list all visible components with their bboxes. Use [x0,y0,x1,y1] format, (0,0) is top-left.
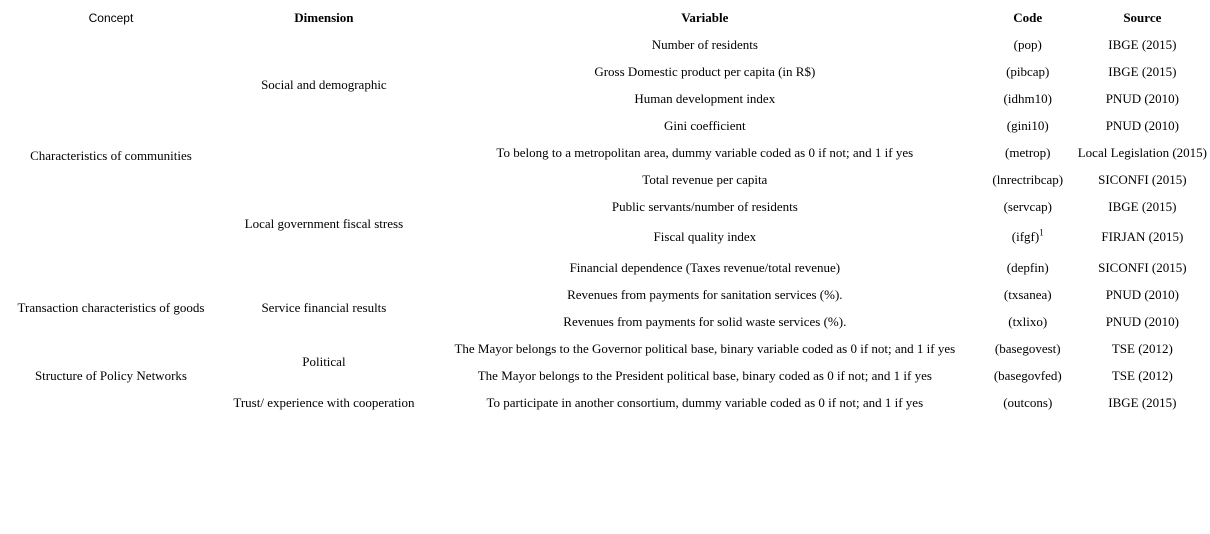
header-row [3,5,1210,31]
header-variable: Variable [681,10,729,25]
code-cell: (lnrectribcap) [992,171,1064,187]
code-cell: (gini10) [1006,117,1049,133]
source-cell: IBGE (2015) [1108,36,1177,52]
dimension-cell: Service financial results [261,300,387,315]
code-cell: (depfin) [1006,259,1049,275]
dimension-cell: Political [302,354,346,369]
footnote-marker: 1 [1039,227,1044,238]
code-text: (ifgf) [1011,229,1040,244]
code-cell: (basegovfed) [993,367,1062,383]
source-cell: PNUD (2010) [1105,90,1180,106]
variable-cell: Number of residents [651,36,758,52]
code-cell: (servcap) [1003,198,1052,214]
table-row [3,335,1210,362]
source-cell: SICONFI (2015) [1098,171,1187,187]
table-row [3,31,1210,58]
source-cell: TSE (2012) [1111,340,1173,356]
source-cell: FIRJAN (2015) [1101,229,1184,244]
source-cell: IBGE (2015) [1108,63,1177,79]
concept-cell: Structure of Policy Networks [34,367,187,383]
variable-cell: The Mayor belongs to the President political base, binary coded as 0 if not; and 1 if yes [477,367,932,383]
source-cell: PNUD (2010) [1105,286,1180,302]
code-cell: (idhm10) [1003,90,1052,106]
source-cell: Local Legislation (2015) [1077,144,1207,160]
header-source: Source [1123,10,1162,25]
code-cell: (pibcap) [1006,63,1050,79]
header-dimension: Dimension [294,10,354,25]
code-cell: (outcons) [1003,394,1053,410]
code-cell: (metrop) [1005,144,1051,160]
concept-cell: Characteristics of communities [30,148,192,163]
variable-cell: The Mayor belongs to the Governor political base, binary variable coded as 0 if not; and 1 if yes [454,340,956,356]
variable-cell: Financial dependence (Taxes revenue/total revenue) [569,259,841,275]
table-row [3,281,1210,308]
source-cell: SICONFI (2015) [1098,259,1187,275]
variables-table [3,5,1210,416]
variable-cell: Public servants/number of residents [611,198,798,214]
variable-cell: Fiscal quality index [653,229,757,244]
variable-cell: Revenues from payments for solid waste services (%). [563,313,847,329]
dimension-cell: Local government fiscal stress [244,215,404,231]
source-cell: IBGE (2015) [1108,198,1177,214]
variable-cell: Human development index [634,90,776,106]
dimension-cell-empty [219,139,429,166]
variable-cell: To participate in another consortium, dummy variable coded as 0 if not; and 1 if yes [486,394,924,410]
header-concept: Concept [88,11,134,25]
source-cell: IBGE (2015) [1108,394,1177,410]
dimension-cell: Social and demographic [261,77,387,92]
code-cell: (pop) [1013,36,1042,52]
source-cell: PNUD (2010) [1105,117,1180,133]
source-cell: TSE (2012) [1111,367,1173,383]
dimension-cell: Trust/ experience with cooperation [233,394,415,410]
code-cell [981,220,1075,254]
variable-cell: Total revenue per capita [642,171,768,187]
code-cell: (basegovest) [994,340,1061,356]
concept-cell: Transaction characteristics of goods [17,300,205,315]
code-cell: (txlixo) [1008,313,1048,329]
source-cell: PNUD (2010) [1105,313,1180,329]
variable-cell: Gini coefficient [663,117,746,133]
code-cell: (txsanea) [1003,286,1052,302]
header-code: Code [1013,10,1043,25]
variable-cell: To belong to a metropolitan area, dummy variable coded as 0 if not; and 1 if yes [496,144,914,160]
variable-cell: Gross Domestic product per capita (in R$) [594,63,816,79]
variable-cell: Revenues from payments for sanitation services (%). [567,286,843,302]
